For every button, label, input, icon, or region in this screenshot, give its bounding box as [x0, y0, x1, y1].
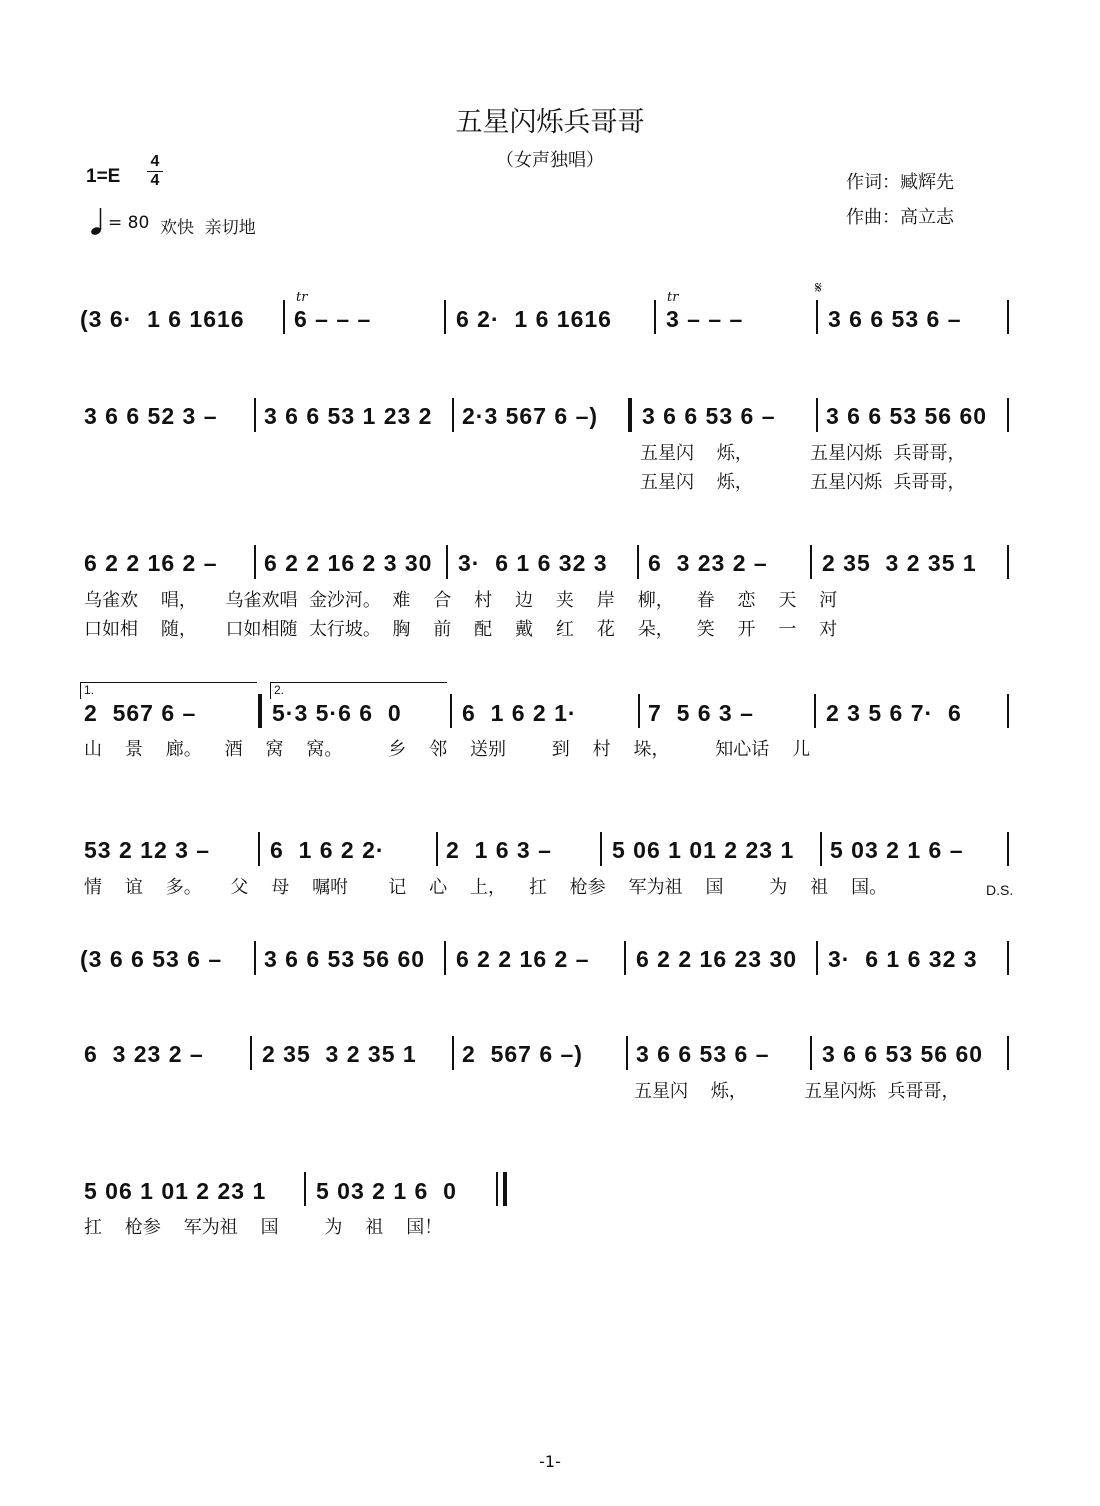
measure: 2 567 6 –) [462, 1041, 583, 1067]
lyric-line: 情 谊 多。 父 母 嘱咐 记 心 上， 扛 枪参 军为祖 国 为 祖 国。 [84, 877, 888, 898]
measure: 7 5 6 3 – [648, 700, 754, 726]
barline [250, 1036, 252, 1070]
barline [254, 941, 256, 975]
measure: 3· 6 1 6 32 3 [828, 946, 978, 972]
measure: 6 1 6 2 1· [462, 700, 577, 726]
lyric-line: 五星闪 烁， 五星闪烁 兵哥哥， [640, 472, 966, 493]
measure: 3 6 6 53 56 60 [822, 1041, 984, 1067]
barline [1007, 545, 1009, 579]
barline [638, 694, 640, 728]
barline [1007, 1036, 1009, 1070]
measure: 6 – – – [294, 306, 372, 332]
barline [450, 694, 452, 728]
measure: 2 567 6 – [84, 700, 197, 726]
lyric-line: 乌雀欢 唱， 乌雀欢唱 金沙河。 难 合 村 边 夹 岸 柳， 眷 恋 天 河 [84, 590, 838, 611]
measure: 6 2· 1 6 1616 [456, 306, 612, 332]
lyric-line: 五星闪 烁， 五星闪烁 兵哥哥， [634, 1081, 960, 1102]
measure: 3 6 6 53 56 60 [264, 946, 426, 972]
measure: (3 6· 1 6 1616 [80, 306, 245, 332]
barline [444, 941, 446, 975]
barline [452, 1036, 454, 1070]
tempo-expression: 欢快 亲切地 [160, 218, 256, 238]
measure: 5 06 1 01 2 23 1 [84, 1178, 267, 1204]
measure: 5 03 2 1 6 0 [316, 1178, 457, 1204]
final-barline-thick [503, 1172, 507, 1206]
barline [810, 545, 812, 579]
barline [816, 300, 818, 334]
barline [600, 832, 602, 866]
measure: 6 1 6 2 2· [270, 837, 385, 863]
barline [637, 545, 639, 579]
tempo-marking: = 80 [108, 213, 150, 233]
second-ending-bracket: 2. [270, 682, 447, 699]
measure: 2 1 6 3 – [446, 837, 552, 863]
lyric-line: 口如相 随， 口如相随 太行坡。 胸 前 配 戴 红 花 朵， 笑 开 一 对 [84, 619, 838, 640]
repeat-start-barline [628, 398, 632, 432]
barline [452, 398, 454, 432]
measure: 5 06 1 01 2 23 1 [612, 837, 795, 863]
key-signature: 1=E [86, 166, 121, 187]
barline [1007, 300, 1009, 334]
barline [258, 832, 260, 866]
barline [436, 832, 438, 866]
time-signature [147, 154, 163, 189]
measure: 2 35 3 2 35 1 [822, 550, 977, 576]
barline [446, 545, 448, 579]
barline [814, 694, 816, 728]
segno-mark: 𝄋 [815, 278, 822, 297]
measure: 3 6 6 53 6 – [828, 306, 962, 332]
measure: 6 2 2 16 2 – [456, 946, 590, 972]
page-number: -1- [539, 1452, 561, 1471]
measure: 2·3 567 6 –) [462, 403, 599, 429]
song-subtitle: （女声独唱） [496, 150, 604, 171]
time-signature-bottom: 4 [150, 172, 160, 189]
measure: 6 2 2 16 2 – [84, 550, 218, 576]
measure: 2 35 3 2 35 1 [262, 1041, 417, 1067]
barline [654, 300, 656, 334]
barline [624, 941, 626, 975]
composer-credit: 作曲：高立志 [846, 207, 954, 228]
measure: 2 3 5 6 7· 6 [826, 700, 962, 726]
final-barline-thin [496, 1172, 498, 1206]
measure: (3 6 6 53 6 – [80, 946, 223, 972]
barline [816, 941, 818, 975]
measure: 3 6 6 52 3 – [84, 403, 218, 429]
lyric-line: 扛 枪参 军为祖 国 为 祖 国！ [84, 1217, 443, 1238]
lyric-line: 山 景 廊。 酒 窝 窝。 乡 邻 送别 到 村 垛， 知心话 儿 [84, 739, 811, 760]
lyricist-credit: 作词：臧辉先 [846, 172, 954, 193]
song-title: 五星闪烁兵哥哥 [455, 107, 645, 138]
barline [444, 300, 446, 334]
measure: 3 6 6 53 1 23 2 [264, 403, 433, 429]
measure: 6 2 2 16 23 30 [636, 946, 798, 972]
barline [810, 1036, 812, 1070]
barline [1007, 941, 1009, 975]
barline [816, 398, 818, 432]
first-ending-bracket: 1. [80, 682, 257, 699]
barline [1007, 694, 1009, 728]
barline [626, 1036, 628, 1070]
barline [254, 545, 256, 579]
measure: 6 3 23 2 – [648, 550, 768, 576]
lyric-line: 五星闪 烁， 五星闪烁 兵哥哥， [640, 443, 966, 464]
measure: 6 2 2 16 2 3 30 [264, 550, 433, 576]
measure: 5 03 2 1 6 – [830, 837, 964, 863]
measure: 3· 6 1 6 32 3 [458, 550, 608, 576]
barline [304, 1172, 306, 1206]
barline [820, 832, 822, 866]
barline [254, 398, 256, 432]
time-signature-top: 4 [150, 153, 160, 170]
trill-mark: tr [296, 290, 308, 305]
measure: 3 6 6 53 6 – [642, 403, 776, 429]
measure: 3 6 6 53 56 60 [826, 403, 988, 429]
measure: 3 – – – [666, 306, 744, 332]
barline [1007, 398, 1009, 432]
repeat-end-barline [258, 694, 262, 728]
ds-marking: D.S. [986, 882, 1014, 898]
barline [283, 300, 285, 334]
measure: 6 3 23 2 – [84, 1041, 204, 1067]
measure: 53 2 12 3 – [84, 837, 211, 863]
barline [1007, 832, 1009, 866]
measure: 5·3 5·6 6 0 [272, 700, 402, 726]
measure: 3 6 6 53 6 – [636, 1041, 770, 1067]
trill-mark: tr [667, 290, 679, 305]
quarter-note-icon [90, 206, 106, 236]
